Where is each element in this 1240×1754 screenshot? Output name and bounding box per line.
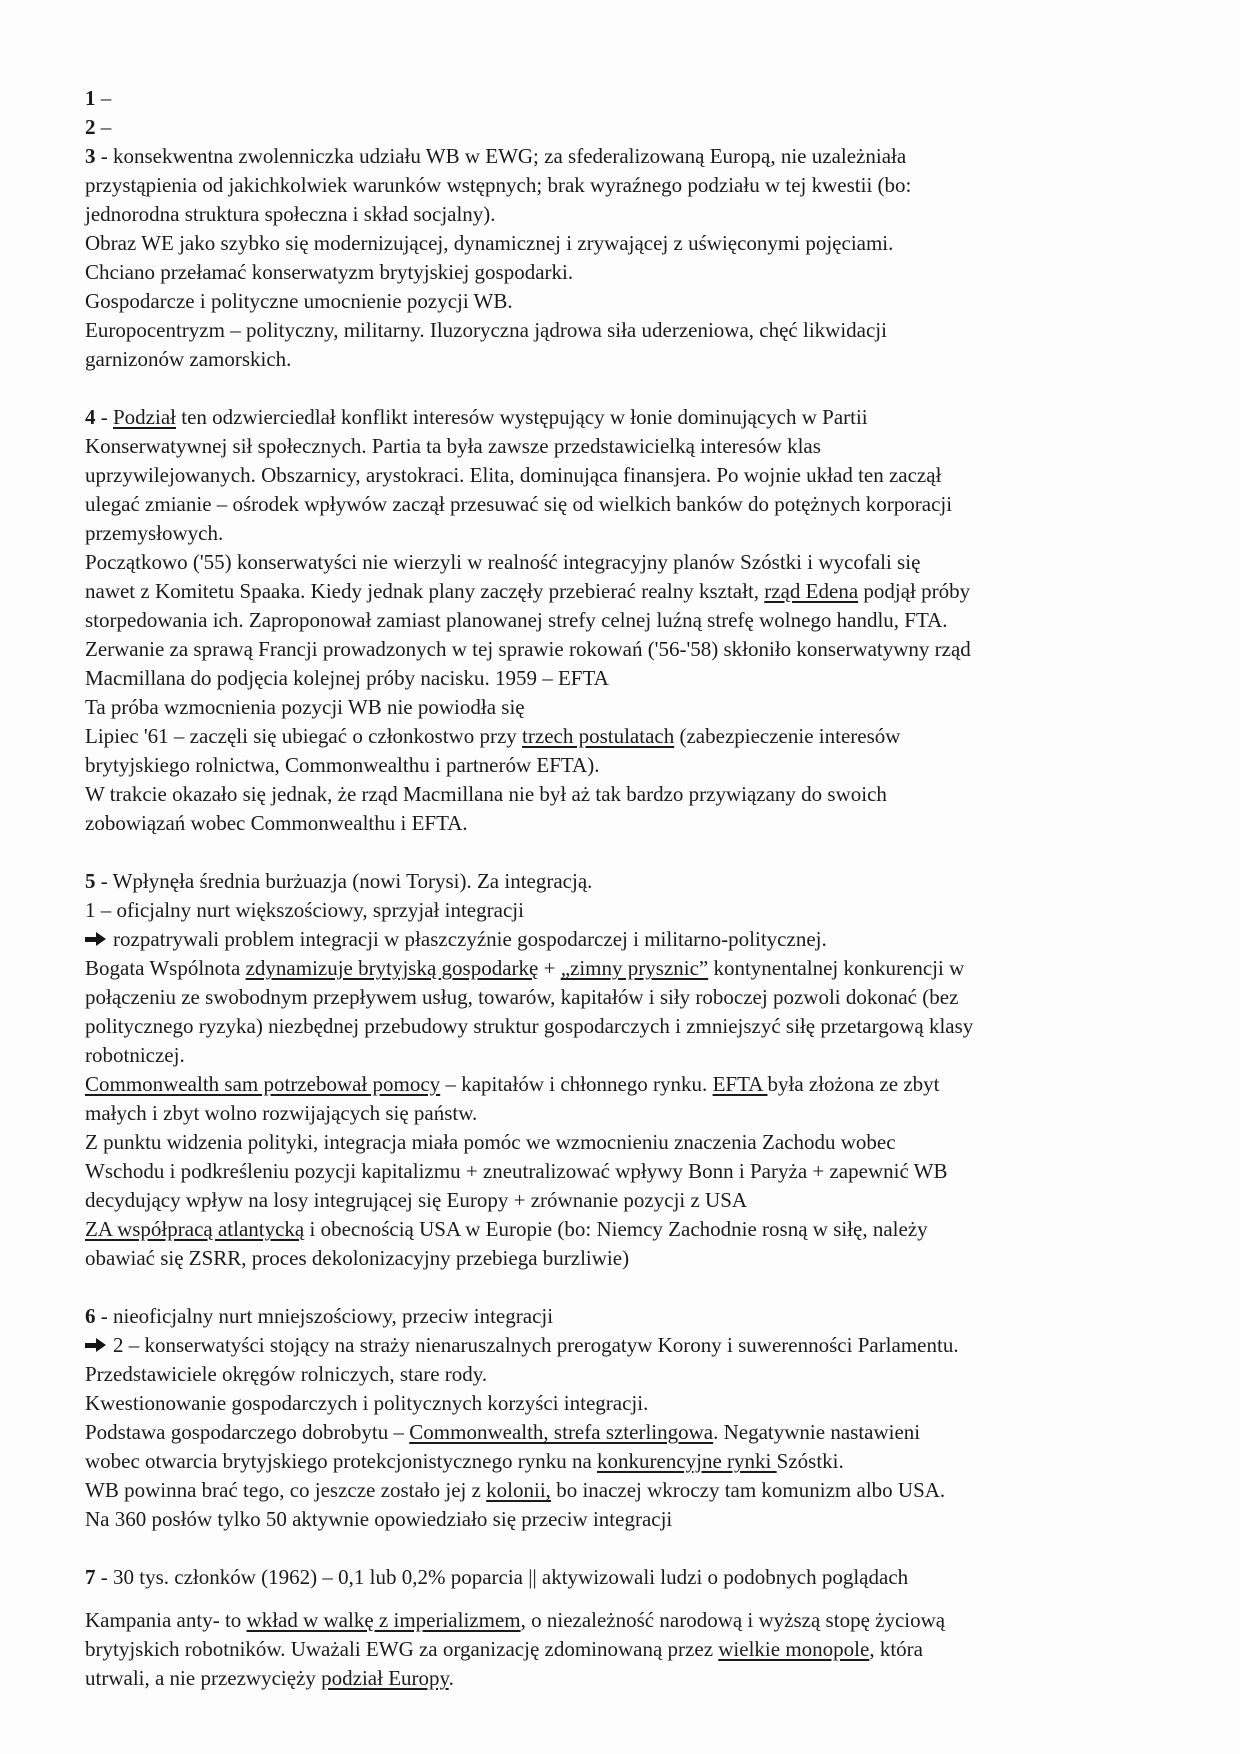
text-run: Lipiec '61 – zaczęli się ubiegać o członkostwo przy xyxy=(85,724,523,748)
text-run: robotniczej. xyxy=(85,1043,185,1067)
underlined-text-run: „zimny prysznic” xyxy=(560,956,709,980)
text-run: garnizonów zamorskich. xyxy=(85,347,292,371)
text-run: Ta próba wzmocnienia pozycji WB nie powiodła się xyxy=(85,695,525,719)
text-run: Szóstki. xyxy=(776,1449,844,1473)
text-run: Konserwatywnej sił społecznych. Partia ta była zawsze przedstawicielką interesów klas xyxy=(85,434,821,458)
underlined-text-run: Podział xyxy=(113,405,176,429)
text-run: - konsekwentna zwolenniczka udziału WB w EWG; za sfederalizowaną Europą, nie uzależniała xyxy=(95,144,907,168)
text-line xyxy=(85,548,1150,577)
text-run: ten odzwierciedlał konflikt interesów występujący w łonie dominujących w Partii xyxy=(176,405,868,429)
text-line xyxy=(85,1418,1150,1447)
text-run: Z punktu widzenia polityki, integracja miała pomóc we wzmocnieniu znaczenia Zachodu wobec xyxy=(85,1130,896,1154)
text-run: – kapitałów i chłonnego rynku. xyxy=(440,1072,713,1096)
underlined-text-run: konkurencyjne rynki xyxy=(597,1449,777,1473)
underlined-text-run: kolonii, xyxy=(486,1478,551,1502)
underlined-text-run: wielkie monopole xyxy=(718,1637,870,1661)
text-run: Przedstawiciele okręgów rolniczych, stare rody. xyxy=(85,1362,488,1386)
text-run: nawet z Komitetu Spaaka. Kiedy jednak plany zaczęły przebierać realny kształt, xyxy=(85,579,765,603)
text-run: przemysłowych. xyxy=(85,521,224,545)
text-run: Chciano przełamać konserwatyzm brytyjskiej gospodarki. xyxy=(85,260,574,284)
text-line xyxy=(85,722,1150,751)
text-run: + xyxy=(538,956,561,980)
text-run: Europocentryzm – polityczny, militarny. Iluzoryczna jądrowa siła uderzeniowa, chęć likwidacji xyxy=(85,318,887,342)
text-line xyxy=(85,983,1150,1012)
text-line xyxy=(85,345,1150,374)
text-run: - Wpłynęła średnia burżuazja (nowi Torysi). Za integracją. xyxy=(95,869,593,893)
arrow-head xyxy=(96,1338,106,1352)
text-line xyxy=(85,1664,1150,1693)
arrow-head xyxy=(96,932,106,946)
text-run: W trakcie okazało się jednak, że rząd Macmillana nie był aż tak bardzo przywiązany do swoich xyxy=(85,782,887,806)
section-number: 2 xyxy=(85,115,96,139)
text-run: brytyjskich robotników. Uważali EWG za organizację zdominowaną przez xyxy=(85,1637,719,1661)
text-run: . Negatywnie nastawieni xyxy=(713,1420,921,1444)
text-line xyxy=(85,200,1150,229)
text-run: obawiać się ZSRR, proces dekolonizacyjny przebiega burzliwie) xyxy=(85,1246,630,1270)
blank-line xyxy=(85,374,1150,403)
text-run: – xyxy=(95,86,112,110)
text-line xyxy=(85,1563,1150,1592)
text-line xyxy=(85,1635,1150,1664)
text-line xyxy=(85,751,1150,780)
text-line xyxy=(85,461,1150,490)
text-line xyxy=(85,780,1150,809)
text-line xyxy=(85,142,1150,171)
text-line xyxy=(85,1215,1150,1244)
text-line xyxy=(85,490,1150,519)
text-line xyxy=(85,809,1150,838)
text-line xyxy=(85,316,1150,345)
text-line xyxy=(85,1505,1150,1534)
text-run: 2 – konserwatyści stojący na straży nienaruszalnych prerogatyw Korony i suwerenności Parlamentu. xyxy=(113,1333,959,1357)
text-run: uprzywilejowanych. Obszarnicy, arystokraci. Elita, dominująca finansjera. Po wojnie układ ten zaczął xyxy=(85,463,942,487)
underlined-text-run: podział Europy xyxy=(321,1666,449,1690)
text-run: - nieoficjalny nurt mniejszościowy, przeciw integracji xyxy=(95,1304,554,1328)
text-line xyxy=(85,519,1150,548)
text-line xyxy=(85,229,1150,258)
text-line xyxy=(85,432,1150,461)
text-line xyxy=(85,1041,1150,1070)
text-line xyxy=(85,113,1150,142)
text-line xyxy=(85,1447,1150,1476)
text-run: decydujący wpływ na losy integrującej się Europy + zrównanie pozycji z USA xyxy=(85,1188,748,1212)
text-run: , która xyxy=(869,1637,923,1661)
text-run: Na 360 posłów tylko 50 aktywnie opowiedziało się przeciw integracji xyxy=(85,1507,673,1531)
text-run: Gospodarcze i polityczne umocnienie pozycji WB. xyxy=(85,289,513,313)
text-line xyxy=(85,287,1150,316)
text-run: kontynentalnej konkurencji w xyxy=(708,956,965,980)
text-run: połączeniu ze swobodnym przepływem usług, towarów, kapitałów i siły roboczej pozwoli dokonać (bez xyxy=(85,985,959,1009)
text-line xyxy=(85,1099,1150,1128)
text-run: WB powinna brać tego, co jeszcze zostało jej z xyxy=(85,1478,487,1502)
text-line xyxy=(85,1157,1150,1186)
text-run: Podstawa gospodarczego dobrobytu – xyxy=(85,1420,410,1444)
section-number: 7 xyxy=(85,1565,96,1589)
text-run: Obraz WE jako szybko się modernizującej, dynamicznej i zrywającej z uświęconymi pojęciami. xyxy=(85,231,894,255)
text-line xyxy=(85,664,1150,693)
text-run: Macmillana do podjęcia kolejnej próby nacisku. 1959 – EFTA xyxy=(85,666,609,690)
text-run: , o niezależność narodową i wyższą stopę życiową xyxy=(520,1608,946,1632)
text-line xyxy=(85,171,1150,200)
text-line xyxy=(85,403,1150,432)
text-run: Wschodu i podkreśleniu pozycji kapitalizmu + zneutralizować wpływy Bonn i Paryża + zapewnić WB xyxy=(85,1159,948,1183)
text-line xyxy=(85,1302,1150,1331)
text-line xyxy=(85,1070,1150,1099)
text-run: wobec otwarcia brytyjskiego protekcjonistycznego rynku na xyxy=(85,1449,598,1473)
text-line xyxy=(85,1389,1150,1418)
text-run: - 30 tys. członków (1962) – 0,1 lub 0,2% poparcia || aktywizowali ludzi o podobnych poglądach xyxy=(95,1565,909,1589)
text-line xyxy=(85,954,1150,983)
underlined-text-run: ZA współpracą atlantycką xyxy=(85,1217,305,1241)
text-run: politycznego ryzyka) niezbędnej przebudowy struktur gospodarczych i zmniejszyć siłę przetargową klasy xyxy=(85,1014,974,1038)
underlined-text-run: wkład w walkę z imperializmem xyxy=(246,1608,521,1632)
text-line xyxy=(85,1606,1150,1635)
underlined-text-run: Commonwealth sam potrzebował pomocy xyxy=(85,1072,441,1096)
text-run: Bogata Wspólnota xyxy=(85,956,246,980)
document-content xyxy=(85,84,1150,1693)
text-run: - xyxy=(95,405,113,429)
section-number: 1 xyxy=(85,86,96,110)
text-run: – xyxy=(95,115,112,139)
underlined-text-run: trzech postulatach xyxy=(522,724,675,748)
section-number: 6 xyxy=(85,1304,96,1328)
text-run: rozpatrywali problem integracji w płaszczyźnie gospodarczej i militarno-politycznej. xyxy=(113,927,827,951)
text-run: storpedowania ich. Zaproponował zamiast planowanej strefy celnej luźną strefę wolnego handlu, FTA. xyxy=(85,608,948,632)
text-line xyxy=(85,1331,1150,1360)
text-line xyxy=(85,635,1150,664)
blank-line xyxy=(85,1273,1150,1302)
text-run: 1 – oficjalny nurt większościowy, sprzyjał integracji xyxy=(85,898,524,922)
text-line xyxy=(85,1128,1150,1157)
text-line xyxy=(85,1186,1150,1215)
section-number: 3 xyxy=(85,144,96,168)
text-run: utrwali, a nie przezwycięży xyxy=(85,1666,322,1690)
right-arrow-icon xyxy=(85,1338,106,1353)
text-run: zobowiązań wobec Commonwealthu i EFTA. xyxy=(85,811,468,835)
text-line xyxy=(85,577,1150,606)
text-run: Zerwanie za sprawą Francji prowadzonych w tej sprawie rokowań ('56-'58) skłoniło konserwatywny rząd xyxy=(85,637,971,661)
section-number: 4 xyxy=(85,405,96,429)
text-line xyxy=(85,606,1150,635)
underlined-text-run: zdynamizuje brytyjską gospodarkę xyxy=(245,956,539,980)
text-run: podjął próby xyxy=(858,579,971,603)
text-run: i obecnością USA w Europie (bo: Niemcy Zachodnie rosną w siłę, należy xyxy=(304,1217,928,1241)
text-line xyxy=(85,1244,1150,1273)
text-line xyxy=(85,1360,1150,1389)
text-run: jednorodna struktura społeczna i skład socjalny). xyxy=(85,202,496,226)
text-line xyxy=(85,925,1150,954)
text-run: ulegać zmianie – ośrodek wpływów zaczął przesuwać się od wielkich banków do potężnych korporacji xyxy=(85,492,953,516)
text-run: małych i zbyt wolno rozwijających się państw. xyxy=(85,1101,478,1125)
right-arrow-icon xyxy=(85,932,106,947)
section-number: 5 xyxy=(85,869,96,893)
text-run: brytyjskiego rolnictwa, Commonwealthu i partnerów EFTA). xyxy=(85,753,600,777)
text-run: Kwestionowanie gospodarczych i politycznych korzyści integracji. xyxy=(85,1391,649,1415)
text-line xyxy=(85,1012,1150,1041)
text-run: przystąpienia od jakichkolwiek warunków wstępnych; brak wyraźnego podziału w tej kwestii (bo: xyxy=(85,173,912,197)
underlined-text-run: EFTA xyxy=(712,1072,768,1096)
underlined-text-run: rząd Edena xyxy=(764,579,859,603)
text-run: Początkowo ('55) konserwatyści nie wierzyli w realność integracyjny planów Szóstki i wycofali się xyxy=(85,550,921,574)
text-line xyxy=(85,693,1150,722)
text-run: była złożona ze zbyt xyxy=(767,1072,940,1096)
text-run: . xyxy=(448,1666,454,1690)
text-run: bo inaczej wkroczy tam komunizm albo USA. xyxy=(550,1478,946,1502)
text-line xyxy=(85,258,1150,287)
text-line xyxy=(85,867,1150,896)
text-line xyxy=(85,84,1150,113)
text-run: (zabezpieczenie interesów xyxy=(674,724,901,748)
paragraph-gap xyxy=(85,1592,1150,1606)
blank-line xyxy=(85,838,1150,867)
blank-line xyxy=(85,1534,1150,1563)
text-line xyxy=(85,896,1150,925)
underlined-text-run: Commonwealth, strefa szterlingowa xyxy=(409,1420,714,1444)
text-line xyxy=(85,1476,1150,1505)
text-run: Kampania anty- to xyxy=(85,1608,247,1632)
